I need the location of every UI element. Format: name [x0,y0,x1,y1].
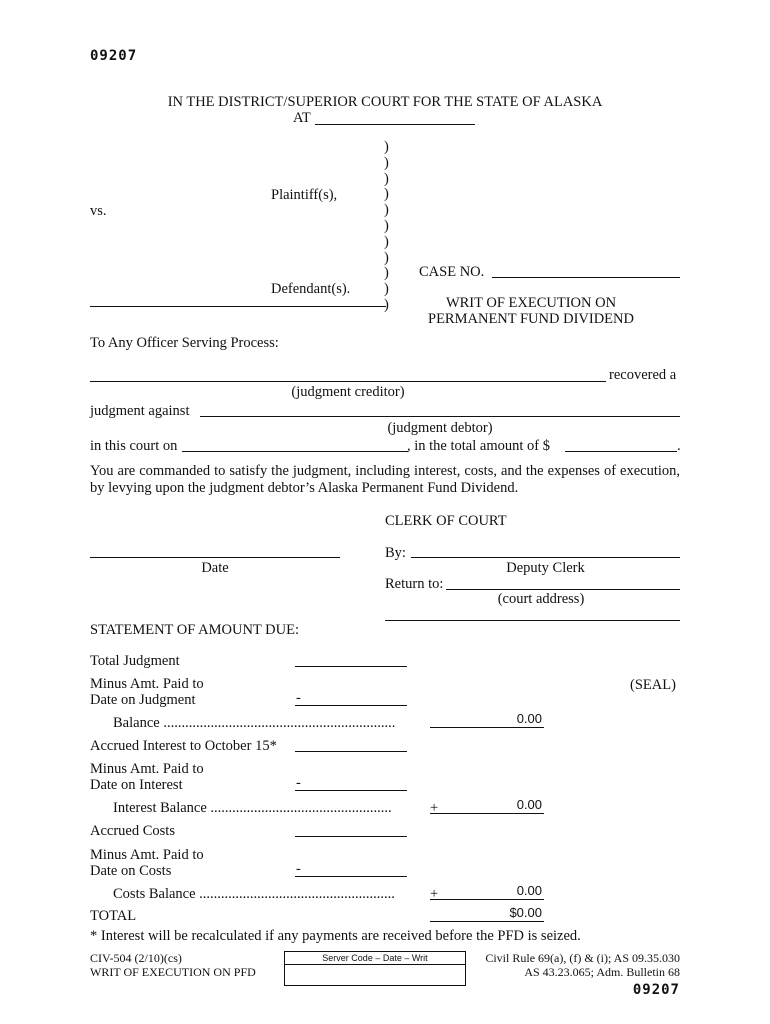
accrued-costs-line[interactable] [295,836,407,837]
judgment-debtor-caption: (judgment debtor) [387,420,493,436]
return-to-label: Return to: [385,576,444,592]
deputy-clerk-signature-line[interactable] [411,557,680,558]
total-judgment-line[interactable] [295,666,407,667]
minus-sign-judgment: - [296,690,301,706]
recovered-a-text: recovered a [609,367,677,383]
minus-sign-costs: - [296,861,301,877]
defendant-name-line[interactable] [90,306,386,307]
paid-judgment-line[interactable] [295,705,407,706]
paid-costs-line[interactable] [295,876,407,877]
form-code-top: 09207 [90,48,138,64]
costs-balance-label: Costs Balance ...................................................... [113,886,395,902]
paid-interest-line[interactable] [295,790,407,791]
balance-line[interactable] [430,727,544,728]
judgment-against-label: judgment against [90,403,190,419]
judgment-creditor-caption: (judgment creditor) [291,384,405,400]
server-code-label: Server Code – Date – Writ [285,952,465,965]
civil-rule-line2: AS 43.23.065; Adm. Bulletin 68 [524,965,680,979]
vs-label: vs. [90,203,107,219]
form-code-bottom: 09207 [632,982,680,998]
minus-sign-interest: - [296,775,301,791]
command-paragraph: You are commanded to satisfy the judgment, including interest, costs, and the expenses of execution, by levying upon the judgment debtor’s Alaska Permanent Fund Dividend. [90,463,680,496]
writ-title-line1: WRIT OF EXECUTION ON [445,295,617,311]
plaintiffs-label: Plaintiff(s), [271,187,338,203]
plus-sign-interest: + [430,800,439,816]
server-code-box[interactable] [284,951,466,986]
court-heading: IN THE DISTRICT/SUPERIOR COURT FOR THE STATE OF ALASKA [167,94,603,110]
accrued-interest-label: Accrued Interest to October 15* [90,738,277,754]
judgment-creditor-line[interactable] [90,381,606,382]
location-line[interactable] [315,124,475,125]
minus-paid-interest-label1: Minus Amt. Paid to [90,761,204,777]
interest-balance-label: Interest Balance .................................................. [113,800,392,816]
costs-balance-line[interactable] [430,899,544,900]
date-caption: Date [201,560,229,576]
court-address-caption: (court address) [497,591,585,607]
form-name: WRIT OF EXECUTION ON PFD [90,965,256,979]
by-label: By: [385,545,406,561]
return-to-line[interactable] [446,589,680,590]
total-value: $0.00 [509,905,542,920]
defendants-label: Defendant(s). [271,281,351,297]
judgment-date-line[interactable] [182,451,408,452]
interest-footnote: * Interest will be recalculated if any payments are received before the PFD is seized. [90,928,581,944]
minus-paid-judgment-label1: Minus Amt. Paid to [90,676,204,692]
total-judgment-label: Total Judgment [90,653,180,669]
total-label: TOTAL [90,908,137,924]
writ-title-line2: PERMANENT FUND DIVIDEND [428,311,634,327]
form-id: CIV-504 (2/10)(cs) [90,951,182,965]
seal-label: (SEAL) [630,677,676,693]
minus-paid-judgment-label2: Date on Judgment [90,692,196,708]
total-amount-line[interactable] [565,451,677,452]
total-amount-period: . [677,438,681,454]
interest-balance-line[interactable] [430,813,544,814]
balance-value: 0.00 [516,711,542,726]
minus-paid-costs-label2: Date on Costs [90,863,172,879]
interest-balance-value: 0.00 [516,797,542,812]
minus-paid-costs-label1: Minus Amt. Paid to [90,847,204,863]
in-this-court-label: in this court on [90,438,178,454]
to-officer-text: To Any Officer Serving Process: [90,335,279,351]
total-amount-label: , in the total amount of $ [407,438,550,454]
costs-balance-value: 0.00 [516,883,542,898]
clerk-of-court-label: CLERK OF COURT [385,513,507,529]
date-line[interactable] [90,557,340,558]
plus-sign-costs: + [430,886,439,902]
case-no-label: CASE NO. [419,264,485,280]
caption-parens: ) ) ) ) ) ) ) ) ) ) ) [384,139,389,313]
deputy-clerk-caption: Deputy Clerk [506,560,585,576]
at-label: AT [293,110,311,126]
civil-rule-line1: Civil Rule 69(a), (f) & (i); AS 09.35.030 [485,951,680,965]
accrued-costs-label: Accrued Costs [90,823,175,839]
minus-paid-interest-label2: Date on Interest [90,777,183,793]
court-address-line[interactable] [385,620,680,621]
balance-label: Balance ................................................................ [113,715,396,731]
judgment-debtor-line[interactable] [200,416,680,417]
statement-heading: STATEMENT OF AMOUNT DUE: [90,622,299,638]
total-line[interactable] [430,921,544,922]
case-number-line[interactable] [492,277,680,278]
accrued-interest-line[interactable] [295,751,407,752]
